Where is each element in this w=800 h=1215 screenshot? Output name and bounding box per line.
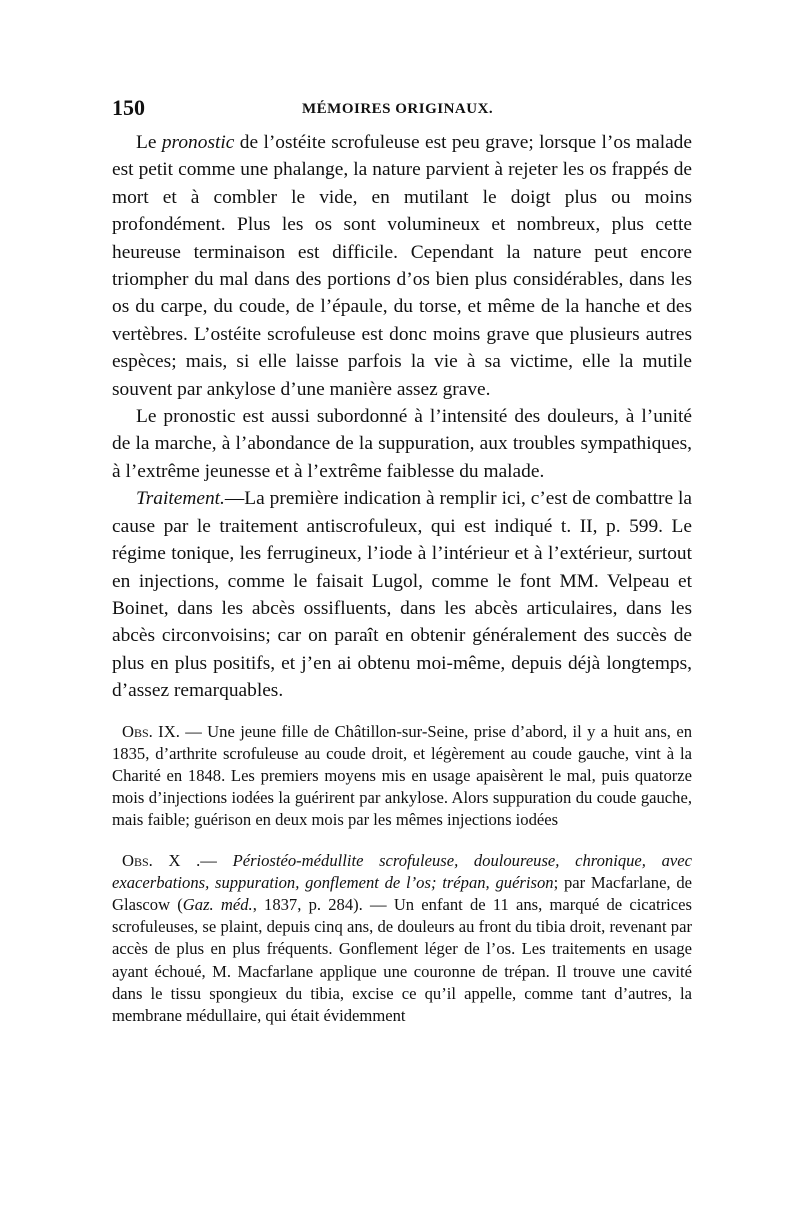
paragraph-treatment	[112, 485, 692, 704]
observation-label: Obs. IX.	[122, 721, 180, 741]
paragraph-body: —La première indication à remplir ici, c’est de combattre la cause par le traitement antiscrofuleux, qui est indiqué t. II, p. 599. Le régime tonique, les ferrugineux, l’iode à l’intérieur et à l’extérieur, surtout en injections, comme le faisait Lugol, comme le font MM. Velpeau et Boinet, dans les abcès ossifluents, dans les abcès articulaires, dans les abcès circonvoisins; car on paraît en obtenir généralement des succès de plus en plus positifs, et j’en ai obtenu moi-même, depuis déjà longtemps, d’assez remarquables.	[112, 488, 692, 702]
treatment-heading: Traitement.	[136, 488, 225, 510]
paragraph-body: de l’ostéite scrofuleuse est peu grave; lorsque l’os malade est petit comme une phalange, la nature parvient à rejeter les os frappés de mort et à combler le vide, en mutilant le doigt plus ou moins profondément. Plus les os sont volumineux et nombreux, plus cette heureuse terminaison est difficile. Cependant la nature peut encore triompher du mal dans des portions d’os bien plus considérables, dans les os du carpe, du coude, de l’épaule, du torse, et même de la hanche et des vertèbres. L’ostéite scrofuleuse est donc moins grave que plusieurs autres espèces; mais, si elle laisse parfois la vie à sa victime, elle la mutile souvent par ankylose d’une manière assez grave.	[112, 132, 692, 400]
observation-title: Périostéo-médullite scrofuleuse, douloureuse, chronique, avec exacerbations, suppuration, gonflement de l’os; trépan, guérison	[112, 850, 692, 892]
observation-citation-lead: ; par Macfarlane, de Glascow (	[112, 872, 693, 914]
paragraph-body: Le pronostic est aussi subordonné à l’intensité des douleurs, à l’unité de la marche, à l’abondance de la suppuration, aux troubles sympathiques, à l’extrême jeunesse et à l’extrême faiblesse du malade.	[112, 406, 692, 482]
paragraph-prognosis	[112, 129, 692, 403]
paragraph-prognosis-factors	[112, 403, 692, 485]
running-head	[112, 95, 692, 129]
journal-reference: Gaz. méd.	[182, 894, 253, 914]
observation-ix	[112, 721, 692, 832]
page-number: 150	[112, 95, 145, 120]
paragraph-lead: Le	[136, 132, 162, 153]
observation-body: — Une jeune fille de Châtillon-sur-Seine, prise d’abord, il y a huit ans, en 1835, d’arthrite scrofuleuse au coude droit, et légèrement au coude gauche, vint à la Charité en 1848. Les premiers moyens mis en usage apaisèrent le mal, puis quatorze mois d’injections iodées la guérirent par ankylose. Alors suppuration du coude gauche, mais faible; guérison en deux mois par les mêmes injections iodées	[112, 721, 692, 830]
header-title: MÉMOIRES ORIGINAUX.	[302, 101, 494, 117]
observation-x	[112, 850, 692, 1028]
pronostic-term: pronostic	[161, 132, 235, 153]
observation-separator: .—	[180, 850, 233, 870]
observation-label: Obs. X	[122, 850, 181, 870]
book-page	[112, 95, 692, 1027]
observation-body: , 1837, p. 284). — Un enfant de 11 ans, marqué de cicatrices scrofuleuses, se plaint, depuis cinq ans, de douleurs au front du tibia droit, revenant par accès de plus en plus fréquents. Gonflement léger de l’os. Les traitements en usage ayant échoué, M. Macfarlane applique une couronne de trépan. Il trouve une cavité dans le tissu spongieux du tibia, excise ce qu’il appelle, comme tant d’autres, la membrane médullaire, qui était évidemment	[112, 894, 692, 1025]
